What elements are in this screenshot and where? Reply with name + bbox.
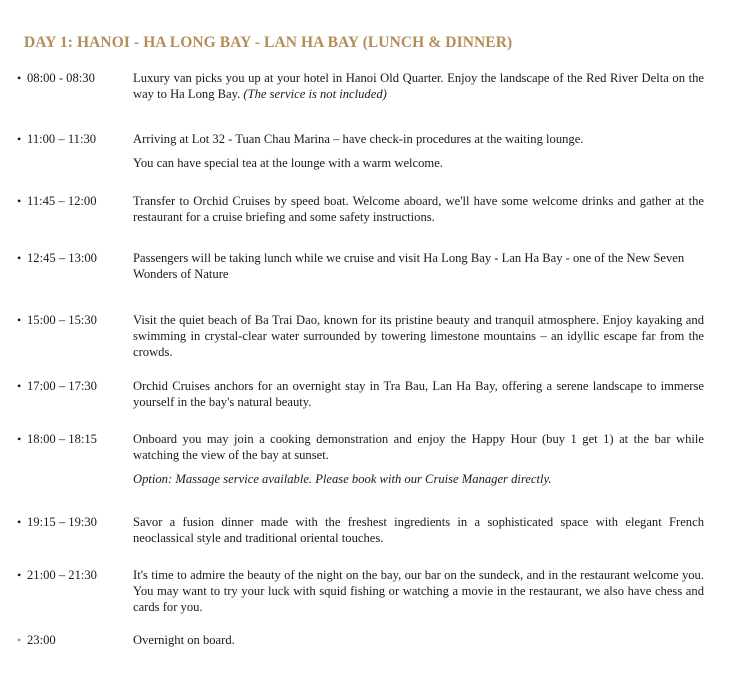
item-time: 19:15 – 19:30	[27, 515, 97, 529]
item-time: 17:00 – 17:30	[27, 379, 97, 393]
item-option-note: Option: Massage service available. Please book with our Cruise Manager directly.	[133, 472, 552, 487]
item-time: 23:00	[27, 633, 56, 647]
bullet-icon: •	[17, 633, 22, 647]
item-description	[133, 193, 704, 225]
item-time: 12:45 – 13:00	[27, 251, 97, 265]
bullet-icon: •	[17, 432, 22, 446]
bullet-icon: •	[17, 568, 22, 582]
item-text: Savor a fusion dinner made with the freshest ingredients in a sophisticated space with elegant French neoclassical style and traditional oriental touches.	[133, 515, 704, 546]
bullet-icon: •	[17, 251, 22, 265]
item-time: 21:00 – 21:30	[27, 568, 97, 582]
item-text: Onboard you may join a cooking demonstration and enjoy the Happy Hour (buy 1 get 1) at the bar while watching the view of the bay at sunset.	[133, 432, 704, 463]
item-time: 11:45 – 12:00	[27, 194, 97, 208]
item-text: Arriving at Lot 32 - Tuan Chau Marina – have check-in procedures at the waiting lounge.	[133, 132, 584, 146]
item-text-secondary: You can have special tea at the lounge with a warm welcome.	[133, 156, 443, 171]
item-time: 15:00 – 15:30	[27, 313, 97, 327]
item-italic-note: (The service is not included)	[243, 87, 387, 102]
item-description	[133, 312, 704, 361]
item-description	[133, 567, 704, 616]
item-description	[133, 431, 704, 488]
item-time: 11:00 – 11:30	[27, 132, 97, 146]
bullet-icon: •	[17, 515, 22, 529]
bullet-icon: •	[17, 71, 22, 85]
day-title: DAY 1: HANOI - HA LONG BAY - LAN HA BAY (LUNCH & DINNER)	[24, 34, 513, 51]
item-text: Transfer to Orchid Cruises by speed boat. Welcome aboard, we'll have some welcome drinks and gather at the restaurant for a cruise briefing and some safety instructions.	[133, 194, 704, 225]
item-description	[133, 378, 704, 410]
item-time: 18:00 – 18:15	[27, 432, 97, 446]
item-text: Orchid Cruises anchors for an overnight stay in Tra Bau, Lan Ha Bay, offering a serene landscape to immerse yourself in the bay's natural beauty.	[133, 379, 704, 410]
item-description	[133, 70, 704, 102]
item-description	[133, 632, 704, 648]
item-text: It's time to admire the beauty of the night on the bay, our bar on the sundeck, and in the restaurant welcome you. You may want to try your luck with squid fishing or watching a movie in the restaurant, we also have chess and cards for you.	[133, 568, 704, 615]
bullet-icon: •	[17, 313, 22, 327]
item-time: 08:00 - 08:30	[27, 71, 95, 85]
item-description	[133, 514, 704, 546]
bullet-icon: •	[17, 194, 22, 208]
item-text: Luxury van picks you up at your hotel in Hanoi Old Quarter. Enjoy the landscape of the Red River Delta on the way to Ha Long Bay.	[133, 71, 704, 102]
item-text: Passengers will be taking lunch while we cruise and visit Ha Long Bay - Lan Ha Bay - one of the New Seven Wonders of Nature	[133, 251, 685, 282]
item-text: Visit the quiet beach of Ba Trai Dao, known for its pristine beauty and tranquil atmosphere. Enjoy kayaking and swimming in crystal-clear water surrounded by towering limestone mountains – an idyllic escape far from the crowds.	[133, 313, 704, 360]
bullet-icon: •	[17, 132, 22, 146]
bullet-icon: •	[17, 379, 22, 393]
item-description	[133, 250, 704, 282]
item-description	[133, 131, 704, 171]
item-text: Overnight on board.	[133, 633, 235, 647]
